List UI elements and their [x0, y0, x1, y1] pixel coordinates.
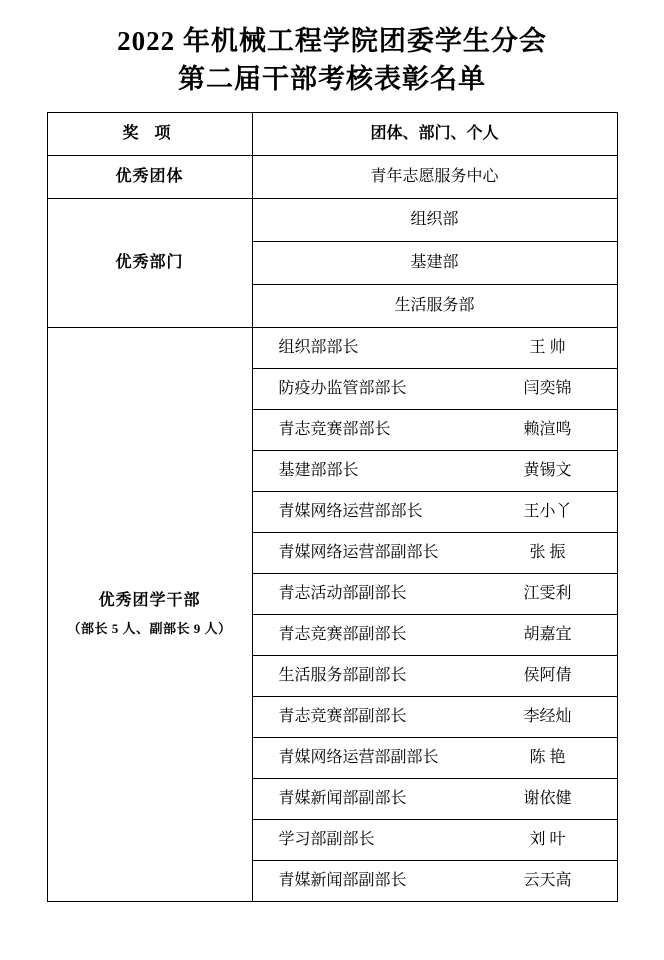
- entry-name: 胡嘉宜: [523, 625, 572, 643]
- header-cell-award: [47, 113, 252, 156]
- entry-line: [253, 861, 617, 901]
- entry-line: [253, 738, 617, 778]
- header-award-label: 奖 项: [122, 124, 177, 142]
- entry-line: [253, 410, 617, 450]
- table-header-row: [47, 113, 617, 156]
- entry-name: 闫奕锦: [523, 379, 572, 397]
- entry-name: 云天高: [523, 871, 572, 889]
- entry-line: [253, 328, 617, 368]
- entry-name: 谢依健: [523, 789, 572, 807]
- table-row: [47, 328, 617, 369]
- entry-position: 青年志愿服务中心: [370, 167, 499, 185]
- entry-cell: [252, 242, 617, 285]
- entry-line: [253, 369, 617, 409]
- entry-cell: [252, 615, 617, 656]
- category-sublabel: （部长 5 人、副部长 9 人）: [67, 621, 232, 637]
- entry-cell: [252, 156, 617, 199]
- entry-name: 张 振: [529, 543, 566, 561]
- entry-cell: [252, 410, 617, 451]
- entry-cell: [252, 656, 617, 697]
- table-row: [47, 156, 617, 199]
- category-label: 优秀团学干部: [98, 591, 201, 609]
- entry-name: 江雯利: [523, 584, 572, 602]
- header-value-label: 团体、部门、个人: [370, 124, 499, 142]
- entry-cell: [252, 369, 617, 410]
- entry-line: [253, 779, 617, 819]
- entry-position: 基建部部长: [278, 461, 359, 479]
- entry-line: [253, 697, 617, 737]
- entry-cell: [252, 492, 617, 533]
- entry-cell: [252, 861, 617, 902]
- entry-position: 青媒网络运营部副部长: [278, 543, 439, 561]
- entry-line: [253, 656, 617, 696]
- entry-position: 青志活动部副部长: [278, 584, 407, 602]
- entry-position: 组织部: [410, 210, 459, 228]
- entry-name: 王小丫: [523, 502, 572, 520]
- header-cell-value: [252, 113, 617, 156]
- entry-line: [253, 492, 617, 532]
- entry-position: 青志竞赛部副部长: [278, 625, 407, 643]
- document-title: [0, 0, 664, 98]
- entry-position: 青媒新闻部副部长: [278, 789, 407, 807]
- entry-cell: [252, 451, 617, 492]
- entry-cell: [252, 328, 617, 369]
- entry-position: 组织部部长: [278, 338, 359, 356]
- entry-cell: [252, 533, 617, 574]
- entry-position: 青媒新闻部副部长: [278, 871, 407, 889]
- entry-cell: [252, 820, 617, 861]
- category-label: 优秀团体: [115, 167, 184, 185]
- title-line-1: 2022 年机械工程学院团委学生分会: [117, 26, 547, 56]
- entry-position: 生活服务部副部长: [278, 666, 407, 684]
- entry-name: 刘 叶: [529, 830, 566, 848]
- entry-position: 青媒网络运营部副部长: [278, 748, 439, 766]
- entry-cell: [252, 738, 617, 779]
- entry-position: 青志竞赛部部长: [278, 420, 391, 438]
- title-line-2: 第二届干部考核表彰名单: [178, 64, 486, 94]
- entry-cell: [252, 199, 617, 242]
- entry-position: 基建部: [410, 253, 459, 271]
- entry-name: 黄锡文: [523, 461, 572, 479]
- category-cell: [47, 199, 252, 328]
- entry-line: [253, 574, 617, 614]
- entry-line: [253, 533, 617, 573]
- entry-cell: [252, 285, 617, 328]
- entry-position: 生活服务部: [394, 296, 475, 314]
- entry-line: [253, 820, 617, 860]
- entry-cell: [252, 779, 617, 820]
- entry-name: 王 帅: [529, 338, 566, 356]
- entry-cell: [252, 574, 617, 615]
- entry-position: 青媒网络运营部部长: [278, 502, 423, 520]
- entry-position: 青志竞赛部副部长: [278, 707, 407, 725]
- category-label: 优秀部门: [115, 253, 184, 271]
- entry-position: 防疫办监管部部长: [278, 379, 407, 397]
- category-cell: [47, 328, 252, 902]
- table-row: [47, 199, 617, 242]
- entry-name: 陈 艳: [529, 748, 566, 766]
- entry-name: 赖渲鸣: [523, 420, 572, 438]
- entry-name: 李经灿: [523, 707, 572, 725]
- entry-cell: [252, 697, 617, 738]
- entry-line: [253, 451, 617, 491]
- award-table-body: [47, 113, 617, 902]
- entry-position: 学习部副部长: [278, 830, 375, 848]
- award-table: [47, 112, 618, 902]
- entry-line: [253, 615, 617, 655]
- entry-name: 侯阿倩: [523, 666, 572, 684]
- category-cell: [47, 156, 252, 199]
